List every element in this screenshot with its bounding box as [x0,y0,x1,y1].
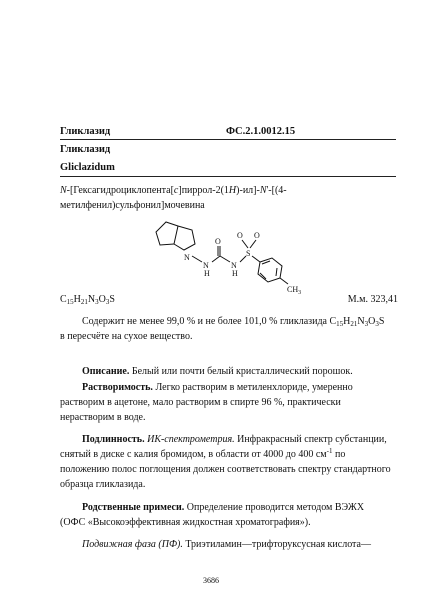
iupac-n1: N [60,185,67,196]
label-nh1-h: H [204,269,210,278]
monograph-name-latin: Gliclazidum [60,162,115,173]
description-paragraph [82,364,402,379]
identity-paragraph: Подлинность. ИК-спектрометрия. Инфракрасный спектр субстанции, снятый в диске с калия бромидом, в области от 4000 до 400 $см^{-1}$ по положению полос поглощения должен соответствовать спектру стандартного образца гликлазида. [60,432,404,492]
molecular-formula: $C_{15}H_{21}N_3O_3S$ [60,294,115,306]
header-divider [60,139,396,140]
content-paragraph: Содержит не менее 99,0 % и не более 101,0 % гликлазида $C_{15}H_{21}N_3O_3S$ в пересчёте на сухое вещество. [60,316,385,342]
related-line1: Определение проводится методом ВЭЖХ [184,502,365,513]
content-line2: в пересчёте на сухое вещество. [60,331,193,342]
label-o2: O [254,231,260,240]
iupac-name [60,183,400,213]
solubility-line2: растворим в ацетоне, мало растворим в спирте 96 %, практически [60,397,341,408]
page-number: 3686 [203,576,219,585]
mobile-phase-paragraph [82,537,404,552]
content-text: Содержит не менее 99,0 % и не более 101,0 % гликлазида C [82,316,337,327]
monograph-name-ru-2: Гликлазид [60,144,111,155]
molecular-mass: М.м. 323,41 [347,294,398,305]
iupac-part-a: -[Гексагидроциклопента[ [66,185,174,196]
identity-line4: образца гликлазида. [60,479,146,490]
mobile-phase-label: Подвижная фаза (ПФ). [82,539,183,550]
label-ch3: $CH_3$ [287,285,302,296]
mobile-phase-text: Триэтиламин—трифторуксусная кислота— [182,539,371,550]
label-nh2-h: H [232,269,238,278]
iupac-c: c [173,185,179,196]
label-o1: O [237,231,243,240]
iupac-h: H [228,185,237,196]
label-nh1-n: N [203,261,209,270]
label-o-carbonyl: O [215,237,221,246]
monograph-name-ru: Гликлазид [60,126,111,137]
related-line2: (ОФС «Высокоэффективная жидкостная хроматография»). [60,517,311,528]
identity-line2: снятый в диске с калия бромидом, в области от 4000 до 400 см [60,449,327,460]
solubility-line1: Легко растворим в метиленхлориде, умеренно [152,382,353,393]
solubility-label: Растворимость. [82,382,153,393]
identity-line3: положению полос поглощения должен соответствовать спектру стандартного [60,464,391,475]
description-text: Белый или почти белый кристаллический порошок. [129,366,353,377]
solubility-paragraph [60,380,404,425]
label-nh2-n: N [231,261,237,270]
header-divider-2 [60,176,396,177]
solubility-line3: нерастворим в воде. [60,412,146,423]
label-n-ring: N [184,253,190,262]
monograph-code: ФС.2.1.0012.15 [226,126,296,137]
related-paragraph [60,500,404,530]
identity-label: Подлинность. [82,434,145,445]
structural-formula [148,212,308,296]
related-label: Родственные примеси. [82,502,185,513]
description-label: Описание. [82,366,130,377]
iupac-line2: метилфенил)сульфонил]мочевина [60,200,205,211]
iupac-part-b: ]пиррол-2(1 [178,185,229,196]
iupac-part-c: )-ил]- [236,185,260,196]
benzene-ring [258,258,282,282]
identity-line1: Инфракрасный спектр субстанции, [234,434,387,445]
iupac-n2: N [259,185,267,196]
identity-method: ИК-спектрометрия. [144,434,235,445]
label-s: S [246,249,251,258]
iupac-tail: '-[(4- [266,185,287,196]
